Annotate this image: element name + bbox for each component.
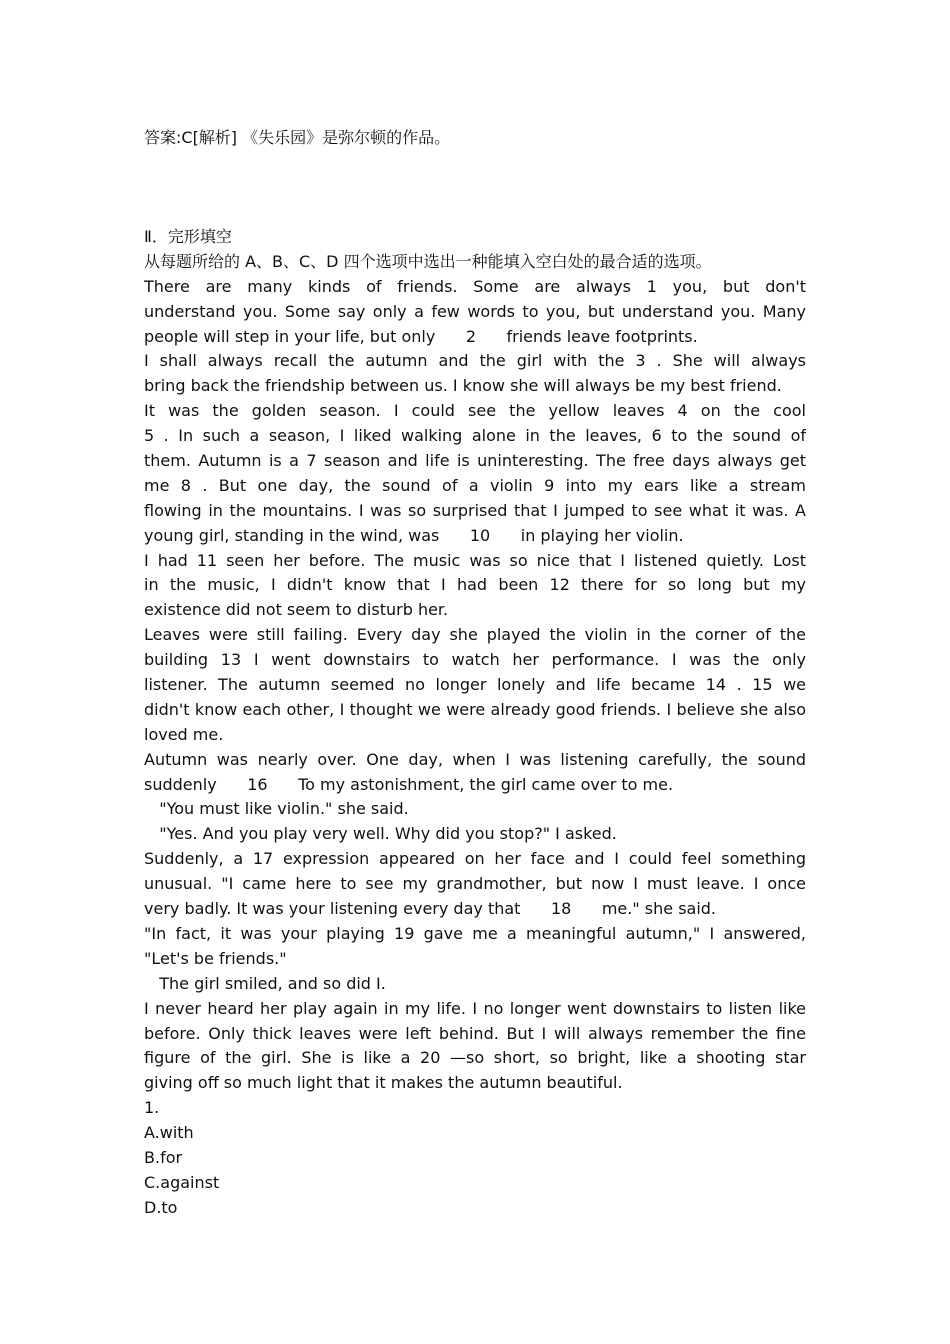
passage-line: understand you. Some say only a few words to you, but understand you. Many (144, 301, 806, 321)
passage-line: them. Autumn is a 7 season and life is uninteresting. The free days always get (144, 451, 806, 471)
passage-line: I never heard her play again in my life. I no longer went downstairs to listen like (144, 998, 806, 1018)
passage-line: unusual. "I came here to see my grandmother, but now I must leave. I once (144, 874, 806, 894)
passage-line: Suddenly, a 17 expression appeared on her face and I could feel something (144, 849, 806, 869)
option-b: B.for (144, 1147, 183, 1167)
option-a: A.with (144, 1123, 194, 1143)
passage-line: I had 11 seen her before. The music was so nice that I listened quietly. Lost (144, 550, 806, 570)
passage-line: 5 . In such a season, I liked walking alone in the leaves, 6 to the sound of (144, 426, 806, 446)
passage-line: very badly. It was your listening every day that 18 me." she said. (144, 899, 717, 919)
option-d: D.to (144, 1197, 178, 1217)
passage-line: "In fact, it was your playing 19 gave me a meaningful autumn," I answered, (144, 923, 806, 943)
passage-line: in the music, I didn't know that I had been 12 there for so long but my (144, 575, 806, 595)
passage-line: people will step in your life, but only 2 friends leave footprints. (144, 326, 698, 346)
passage-line: "Let's be friends." (144, 948, 287, 968)
passage-line: Autumn was nearly over. One day, when I was listening carefully, the sound (144, 749, 806, 769)
passage-line: young girl, standing in the wind, was 10 in playing her violin. (144, 525, 684, 545)
passage-line: didn't know each other, I thought we were already good friends. I believe she also (144, 699, 806, 719)
answer-line: 答案:C[解析] 《失乐园》是弥尔顿的作品。 (144, 128, 451, 147)
cloze-section (144, 225, 806, 1221)
passage-line: listener. The autumn seemed no longer lonely and life became 14 . 15 we (144, 675, 806, 695)
question-number: 1. (144, 1098, 160, 1118)
passage-line: Leaves were still failing. Every day she played the violin in the corner of the (144, 625, 806, 645)
passage-line: The girl smiled, and so did I. (144, 973, 386, 993)
passage-line: before. Only thick leaves were left behind. But I will always remember the fine (144, 1023, 806, 1043)
passage-line: loved me. (144, 724, 224, 744)
passage-line: I shall always recall the autumn and the girl with the 3 . She will always (144, 351, 806, 371)
passage-line: me 8 . But one day, the sound of a violin 9 into my ears like a stream (144, 475, 806, 495)
passage-line: bring back the friendship between us. I know she will always be my best friend. (144, 376, 782, 396)
option-c: C.against (144, 1172, 220, 1192)
instruction-text: 从每题所给的 A、B、C、D 四个选项中选出一种能填入空白处的最合适的选项。 (144, 251, 712, 271)
passage-line: It was the golden season. I could see the yellow leaves 4 on the cool (144, 401, 806, 421)
passage-line: flowing in the mountains. I was so surprised that I jumped to see what it was. A (144, 500, 806, 520)
passage-line: giving off so much light that it makes the autumn beautiful. (144, 1073, 623, 1093)
passage-line: "Yes. And you play very well. Why did you stop?" I asked. (144, 824, 617, 844)
section-title: Ⅱ．完形填空 (144, 227, 232, 246)
passage-line: existence did not seem to disturb her. (144, 600, 449, 620)
passage-line: building 13 I went downstairs to watch her performance. I was the only (144, 650, 806, 670)
passage-line: "You must like violin." she said. (144, 799, 409, 819)
passage-line: suddenly 16 To my astonishment, the girl came over to me. (144, 774, 674, 794)
passage (144, 275, 806, 1096)
passage-line: There are many kinds of friends. Some are always 1 you, but don't (144, 276, 806, 296)
passage-line: figure of the girl. She is like a 20 —so short, so bright, like a shooting star (144, 1048, 806, 1068)
